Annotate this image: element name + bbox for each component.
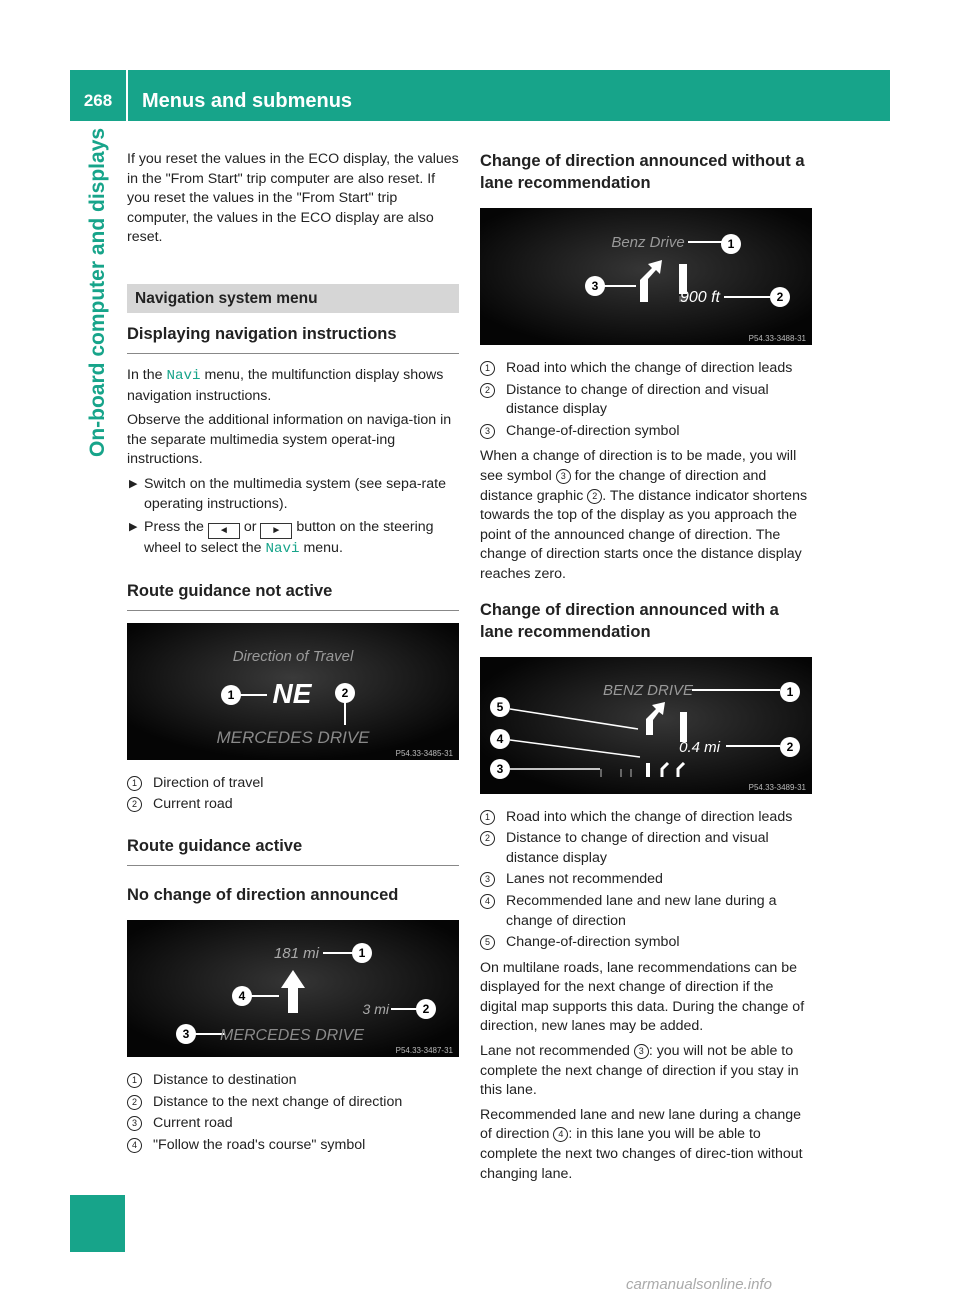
text: : in this lane you will be able to complete the next two changes of direc-tion without changing lane.	[480, 1126, 803, 1182]
callout-2: 2	[422, 1001, 430, 1016]
callout-number: 4	[553, 1127, 568, 1142]
legend-item	[127, 1093, 459, 1113]
section-heading: Navigation system menu	[127, 284, 459, 313]
callout-number: 1	[480, 810, 495, 825]
heading-with-lane: Change of direction announced with a lane recommendation	[480, 600, 779, 641]
header-divider	[126, 70, 128, 121]
callout-number: 3	[127, 1116, 142, 1131]
legend-list-3	[480, 359, 812, 441]
callout-number: 3	[634, 1044, 649, 1059]
callout-1: 1	[358, 945, 366, 960]
legend-text: "Follow the road's course" symbol	[153, 1136, 366, 1153]
legend-item	[480, 933, 812, 953]
callout-4: 4	[496, 731, 504, 746]
legend-item	[127, 1114, 459, 1134]
callout-5: 5	[496, 699, 504, 714]
callout-number: 1	[127, 1073, 142, 1088]
text: menu, the multifunction display shows navigation instructions.	[127, 366, 444, 404]
heading-no-change: No change of direction announced	[127, 885, 399, 904]
lane-recommended	[646, 763, 650, 777]
step-arrow-icon: ▶	[129, 521, 138, 534]
chapter-tab: On-board computer and displays	[86, 128, 109, 458]
legend-item	[480, 422, 812, 442]
legend-item	[480, 870, 812, 890]
legend-list-4	[480, 808, 812, 953]
step-item	[127, 475, 459, 514]
right-column	[480, 150, 812, 1189]
watermark: carmanualsonline.info	[626, 1276, 772, 1293]
display-image-without-lane	[480, 208, 812, 345]
distance-bar	[680, 712, 687, 742]
img-code: P54.33-3489-31	[748, 782, 806, 792]
text: When a change of direction is to be made, you will see symbol	[480, 448, 797, 484]
step-arrow-icon: ▶	[129, 477, 138, 490]
heading-not-active: Route guidance not active	[127, 580, 459, 611]
img-code: P54.33-3487-31	[395, 1045, 453, 1055]
legend-item	[127, 1071, 459, 1091]
callout-1: 1	[227, 687, 235, 702]
callout-number: 2	[480, 383, 495, 398]
page-title: Menus and submenus	[142, 90, 353, 112]
display-image-direction	[127, 623, 459, 760]
callout-number: 4	[127, 1138, 142, 1153]
step-text: menu.	[299, 540, 343, 557]
step-text: or	[239, 519, 261, 536]
callout-4: 4	[238, 988, 246, 1003]
display-image-with-lane	[480, 657, 812, 794]
step-text: button on the steering wheel to select the	[144, 519, 434, 557]
img-road: MERCEDES DRIVE	[219, 1026, 365, 1044]
text: Recommended lane and new lane during a change of direction	[480, 1106, 802, 1143]
callout-1: 1	[727, 237, 735, 251]
recommended-lane-paragraph	[480, 1106, 812, 1184]
callout-number: 3	[480, 424, 495, 439]
observe-paragraph: Observe the additional information on naviga-tion in the separate multimedia system operat-ing instructions.	[127, 412, 452, 468]
text: : you will not be able to complete the next change of direction if you stay in this lane.	[480, 1043, 799, 1099]
step-text: Switch on the multimedia system (see sepa-rate operating instructions).	[144, 475, 447, 512]
callout-number: 4	[480, 894, 495, 909]
legend-item	[127, 774, 459, 794]
img-road: Benz Drive	[611, 234, 685, 251]
when-paragraph	[480, 447, 812, 584]
img-distance: 900 ft	[679, 289, 720, 306]
img-road: MERCEDES DRIVE	[216, 727, 370, 747]
legend-item	[480, 892, 812, 931]
callout-number: 2	[480, 831, 495, 846]
text: Lane not recommended	[480, 1043, 634, 1060]
legend-text: Distance to change of direction and visual distance display	[506, 381, 769, 418]
callout-2: 2	[776, 290, 784, 304]
callout-3: 3	[496, 761, 504, 776]
legend-text: Change-of-direction symbol	[506, 422, 680, 439]
callout-number: 1	[127, 776, 142, 791]
legend-text: Direction of travel	[153, 774, 264, 791]
step-text: Press the	[144, 519, 208, 536]
legend-text: Distance to destination	[153, 1071, 297, 1088]
legend-item	[480, 381, 812, 420]
callout-3: 3	[182, 1026, 190, 1041]
legend-text: Road into which the change of direction leads	[506, 360, 793, 376]
callout-number: 2	[127, 1095, 142, 1110]
img-distance-next: 3 mi	[362, 1000, 389, 1017]
legend-text: Current road	[153, 1115, 233, 1132]
callout-number: 3	[480, 872, 495, 887]
callout-number: 1	[480, 361, 495, 376]
legend-text: Lanes not recommended	[506, 871, 663, 888]
text: In the	[127, 366, 167, 383]
legend-item	[480, 829, 812, 868]
display-image-no-change	[127, 920, 459, 1057]
navi-menu-name: Navi	[166, 367, 201, 384]
text: for the change of direction and distance graphic	[480, 467, 767, 504]
left-button-icon: ◄	[208, 523, 240, 539]
img-direction: NE	[272, 677, 312, 709]
text: . The distance indicator shortens towards the top of the display as you approach the point of the announced change of direction. The change of direction starts once the distance display reaches zero.	[480, 487, 808, 582]
callout-1: 1	[786, 684, 794, 699]
multilane-paragraph: On multilane roads, lane recommendations can be displayed for the next change of direction if the digital map supports this data. During the change of direction, new lanes may be added.	[480, 959, 805, 1035]
callout-number: 2	[587, 489, 602, 504]
legend-list-2	[127, 1071, 459, 1155]
callout-number: 5	[480, 935, 495, 950]
legend-text: Change-of-direction symbol	[506, 934, 680, 951]
heading-without-lane: Change of direction announced without a lane recommendation	[480, 152, 805, 192]
lane-not-recommended-paragraph	[480, 1042, 812, 1101]
step-item	[127, 518, 459, 560]
left-column	[127, 150, 459, 1157]
img-distance: 0.4 mi	[679, 738, 720, 756]
callout-number: 3	[556, 469, 571, 484]
heading-displaying: Displaying navigation instructions	[127, 323, 459, 354]
navi-menu-name: Navi	[265, 541, 300, 558]
intro-paragraph: If you reset the values in the ECO display, the values in the "From Start" trip computer are also reset. If you reset the values in the "From Start" trip computer, the values in the ECO display are also reset.	[127, 151, 459, 246]
legend-item	[127, 1136, 459, 1156]
img-road: BENZ DRIVE	[602, 681, 694, 699]
legend-item	[127, 795, 459, 815]
legend-list-1	[127, 774, 459, 815]
legend-text: Road into which the change of direction leads	[506, 808, 793, 825]
legend-text: Recommended lane and new lane during a change of direction	[506, 892, 777, 929]
callout-3: 3	[591, 279, 599, 293]
img-distance-dest: 181 mi	[273, 944, 319, 962]
callout-number: 2	[127, 797, 142, 812]
callout-2: 2	[341, 685, 349, 700]
navi-paragraph	[127, 366, 459, 406]
legend-item	[480, 808, 812, 828]
right-button-icon: ►	[260, 523, 292, 539]
callout-2: 2	[786, 739, 794, 754]
heading-active: Route guidance active	[127, 835, 459, 866]
chapter-marker	[70, 1195, 125, 1252]
img-title: Direction of Travel	[232, 647, 354, 665]
legend-text: Current road	[153, 796, 233, 813]
img-code: P54.33-3488-31	[748, 334, 806, 343]
legend-item	[480, 359, 812, 379]
legend-text: Distance to change of direction and visual distance display	[506, 830, 769, 866]
img-code: P54.33-3485-31	[395, 748, 453, 758]
legend-text: Distance to the next change of direction	[153, 1093, 403, 1110]
page-number: 268	[83, 91, 113, 110]
